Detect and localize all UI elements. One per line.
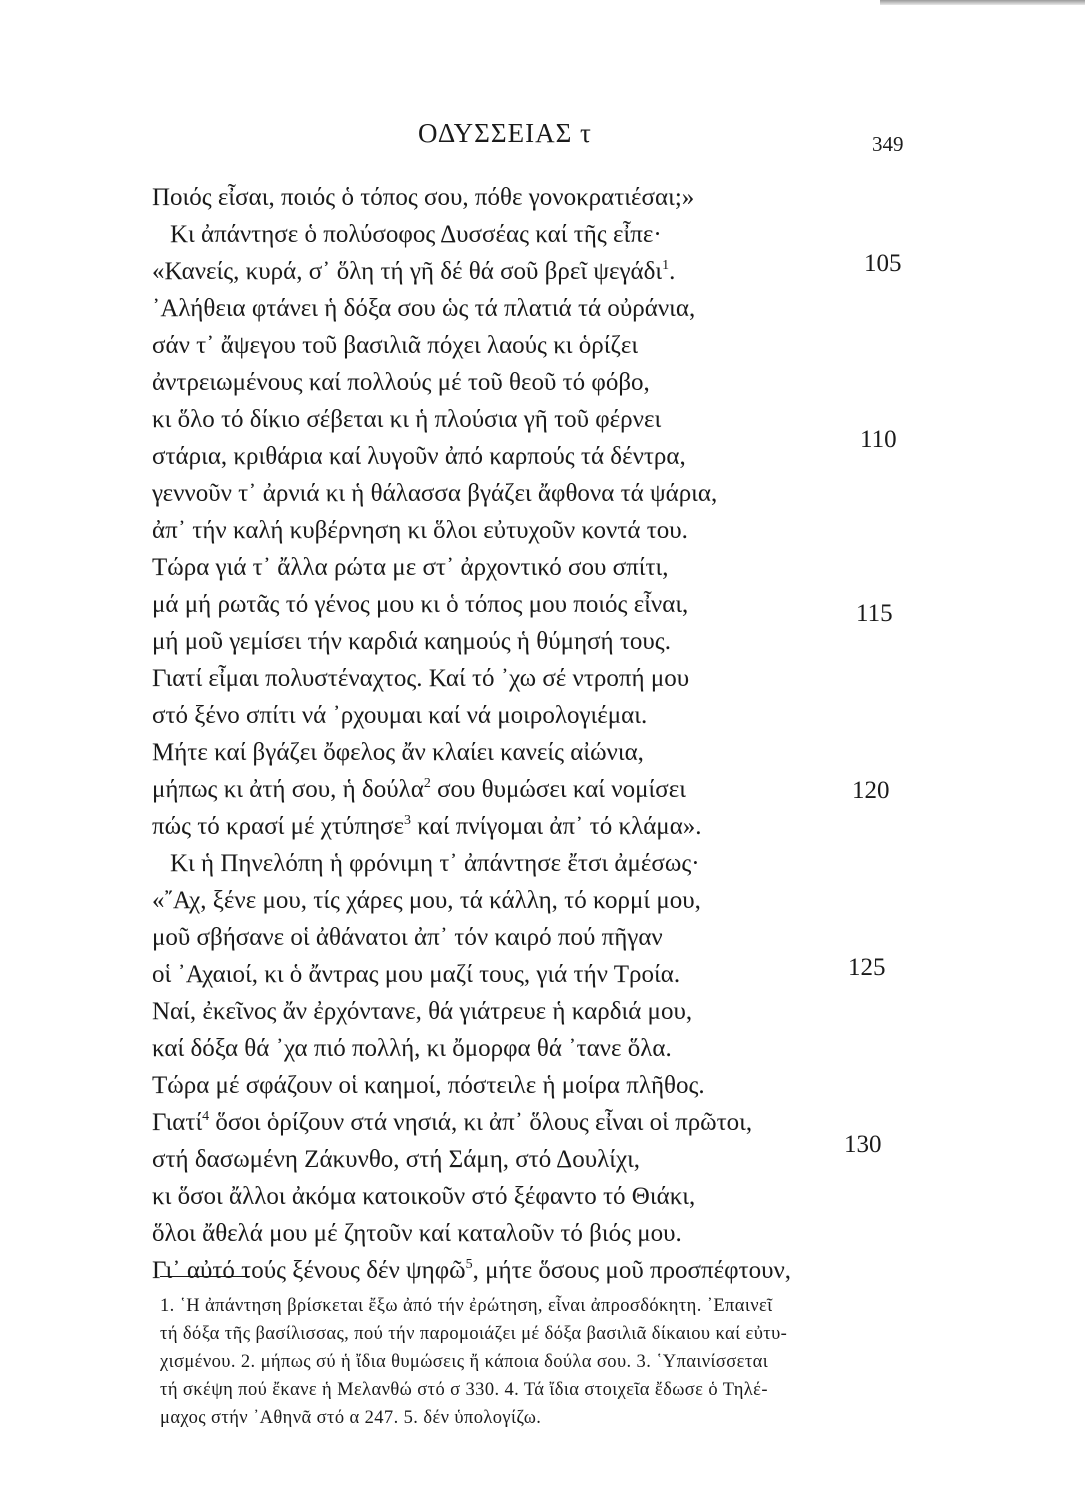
verse-line: μή μοῦ γεμίσει τήν καρδιά καημούς ἡ θύμησή τους. xyxy=(152,628,671,655)
verse-line: κι ὅλο τό δίκιο σέβεται κι ἡ πλούσια γῆ τοῦ φέρνει xyxy=(152,406,662,433)
verse-line: σάν τ᾽ ἄψεγου τοῦ βασιλιᾶ πόχει λαούς κι ὁρίζει xyxy=(152,332,639,359)
line-number: 125 xyxy=(848,954,886,981)
verse-line: ἀντρειωμένους καί πολλούς μέ τοῦ θεοῦ τό φόβο, xyxy=(152,369,650,396)
verse-line: Γιατί εἶμαι πολυστέναχτος. Καί τό ᾽χω σέ ντροπή μου xyxy=(152,665,690,692)
footnote-ref: 4 xyxy=(202,1109,210,1124)
verse-line: στάρια, κριθάρια καί λυγοῦν ἀπό καρπούς τά δέντρα, xyxy=(152,443,686,470)
page-number: 349 xyxy=(872,132,904,156)
line-number: 130 xyxy=(844,1131,882,1158)
verse-line xyxy=(152,772,686,808)
verse-line xyxy=(152,254,675,290)
verse-line xyxy=(152,809,702,845)
line-number: 120 xyxy=(852,777,890,804)
verse-line-tail: . xyxy=(669,258,676,285)
verse-line-tail: , μήτε ὅσους μοῦ προσπέφτουν, xyxy=(472,1257,792,1284)
footnote-ref: 1 xyxy=(662,258,670,273)
verse-line: Ναί, ἐκεῖνος ἄν ἐρχόντανε, θά γιάτρευε ἡ καρδιά μου, xyxy=(152,998,693,1025)
running-head xyxy=(0,118,1085,158)
footnote-divider xyxy=(160,1276,250,1277)
footnote-line: χισμένου. 2. μήπως σύ ἡ ἴδια θυμώσεις ἤ κάποια δούλα σου. 3. ῾Υπαινίσσεται xyxy=(160,1352,769,1372)
verse-line-tail: σου θυμώσει καί νομίσει xyxy=(430,776,686,803)
verse-line: μοῦ σβήσανε οἱ ἀθάνατοι ἀπ᾽ τόν καιρό πού πῆγαν xyxy=(152,924,663,951)
verse-line: γεννοῦν τ᾽ ἀρνιά κι ἡ θάλασσα βγάζει ἄφθονα τά ψάρια, xyxy=(152,480,718,507)
verse-line xyxy=(152,1105,752,1141)
verse-line-text: «Κανείς, κυρά, σ᾽ ὅλη τή γῆ δέ θά σοῦ βρεῖ ψεγάδι xyxy=(152,258,663,285)
footnote-ref: 3 xyxy=(404,813,411,828)
verse-line: Τώρα γιά τ᾽ ἄλλα ρώτα με στ᾽ ἀρχοντικό σου σπίτι, xyxy=(152,554,669,581)
verse-line: «῎Αχ, ξένε μου, τίς χάρες μου, τά κάλλη, τό κορμί μου, xyxy=(152,887,701,914)
verse-line: ὅλοι ἄθελά μου μέ ζητοῦν καί καταλοῦν τό βιός μου. xyxy=(152,1220,682,1247)
verse-line: καί δόξα θά ᾽χα πιό πολλή, κι ὄμορφα θά ᾽τανε ὅλα. xyxy=(152,1035,672,1062)
verse-line: στό ξένο σπίτι νά ᾽ρχουμαι καί νά μοιρολογιέμαι. xyxy=(152,702,648,729)
verse-line: κι ὅσοι ἄλλοι ἀκόμα κατοικοῦν στό ξέφαντο τό Θιάκι, xyxy=(152,1183,696,1210)
page-edge-shadow xyxy=(880,0,1085,5)
verse-line: μά μή ρωτᾶς τό γένος μου κι ὁ τόπος μου ποιός εἶναι, xyxy=(152,591,689,618)
line-number: 115 xyxy=(856,600,893,627)
line-number: 105 xyxy=(864,250,902,277)
footnote-line: 1. ῾Η ἀπάντηση βρίσκεται ἔξω ἀπό τήν ἐρώτηση, εἶναι ἀπροσδόκητη. ᾽Επαινεῖ xyxy=(160,1296,773,1316)
verse-line-text: πώς τό κρασί μέ χτύπησε xyxy=(152,813,404,840)
footnote-line: τή δόξα τῆς βασίλισσας, πού τήν παρομοιάζει μέ δόξα βασιλιᾶ δίκαιου καί εὐτυ- xyxy=(160,1324,788,1344)
verse-line-text: μήπως κι ἀτή σου, ἡ δούλα xyxy=(152,776,424,803)
running-title: ΟΔΥΣΣΕΙΑΣ τ xyxy=(418,118,592,148)
verse-line-tail: ὅσοι ὁρίζουν στά νησιά, κι ἀπ᾽ ὅλους εἶναι οἱ πρῶτοι, xyxy=(209,1109,753,1136)
footnote-line: τή σκέψη πού ἔκανε ἡ Μελανθώ στό σ 330. 4. Τά ἴδια στοιχεῖα ἔδωσε ὁ Τηλέ- xyxy=(160,1380,768,1400)
verse-line: ἀπ᾽ τήν καλή κυβέρνηση κι ὅλοι εὐτυχοῦν κοντά του. xyxy=(152,517,688,544)
verse-line: Τώρα μέ σφάζουν οἱ καημοί, πόστειλε ἡ μοίρα πλῆθος. xyxy=(152,1072,705,1099)
verse-line xyxy=(152,1253,791,1289)
verse-line-text: Γιατί xyxy=(152,1109,203,1136)
verse-line: ᾽Αλήθεια φτάνει ἡ δόξα σου ὡς τά πλατιά τά οὐράνια, xyxy=(152,295,696,322)
verse-line: Κι ἀπάντησε ὁ πολύσοφος Δυσσέας καί τῆς εἶπε· xyxy=(170,221,662,248)
verse-line: Ποιός εἶσαι, ποιός ὁ τόπος σου, πόθε γονοκρατιέσαι;» xyxy=(152,184,695,211)
footnote-ref: 5 xyxy=(465,1257,473,1272)
verse-line: Μήτε καί βγάζει ὄφελος ἄν κλαίει κανείς αἰώνια, xyxy=(152,739,644,766)
footnote-ref: 2 xyxy=(423,776,431,791)
verse-line-tail: καί πνίγομαι ἀπ᾽ τό κλάμα». xyxy=(411,813,702,840)
verse-line: Κι ἡ Πηνελόπη ἡ φρόνιμη τ᾽ ἀπάντησε ἔτσι ἀμέσως· xyxy=(170,850,700,877)
verse-line-text: Γι᾽ αὐτό τούς ξένους δέν ψηφῶ xyxy=(152,1257,466,1284)
verse-line: οἱ ᾽Αχαιοί, κι ὁ ἄντρας μου μαζί τους, γιά τήν Τροία. xyxy=(152,961,681,988)
line-number: 110 xyxy=(860,426,897,453)
verse-line: στή δασωμένη Ζάκυνθο, στή Σάμη, στό Δουλίχι, xyxy=(152,1146,641,1173)
footnote-line: μαχος στήν ᾽Αθηνᾶ στό α 247. 5. δέν ὑπολογίζω. xyxy=(160,1408,542,1428)
